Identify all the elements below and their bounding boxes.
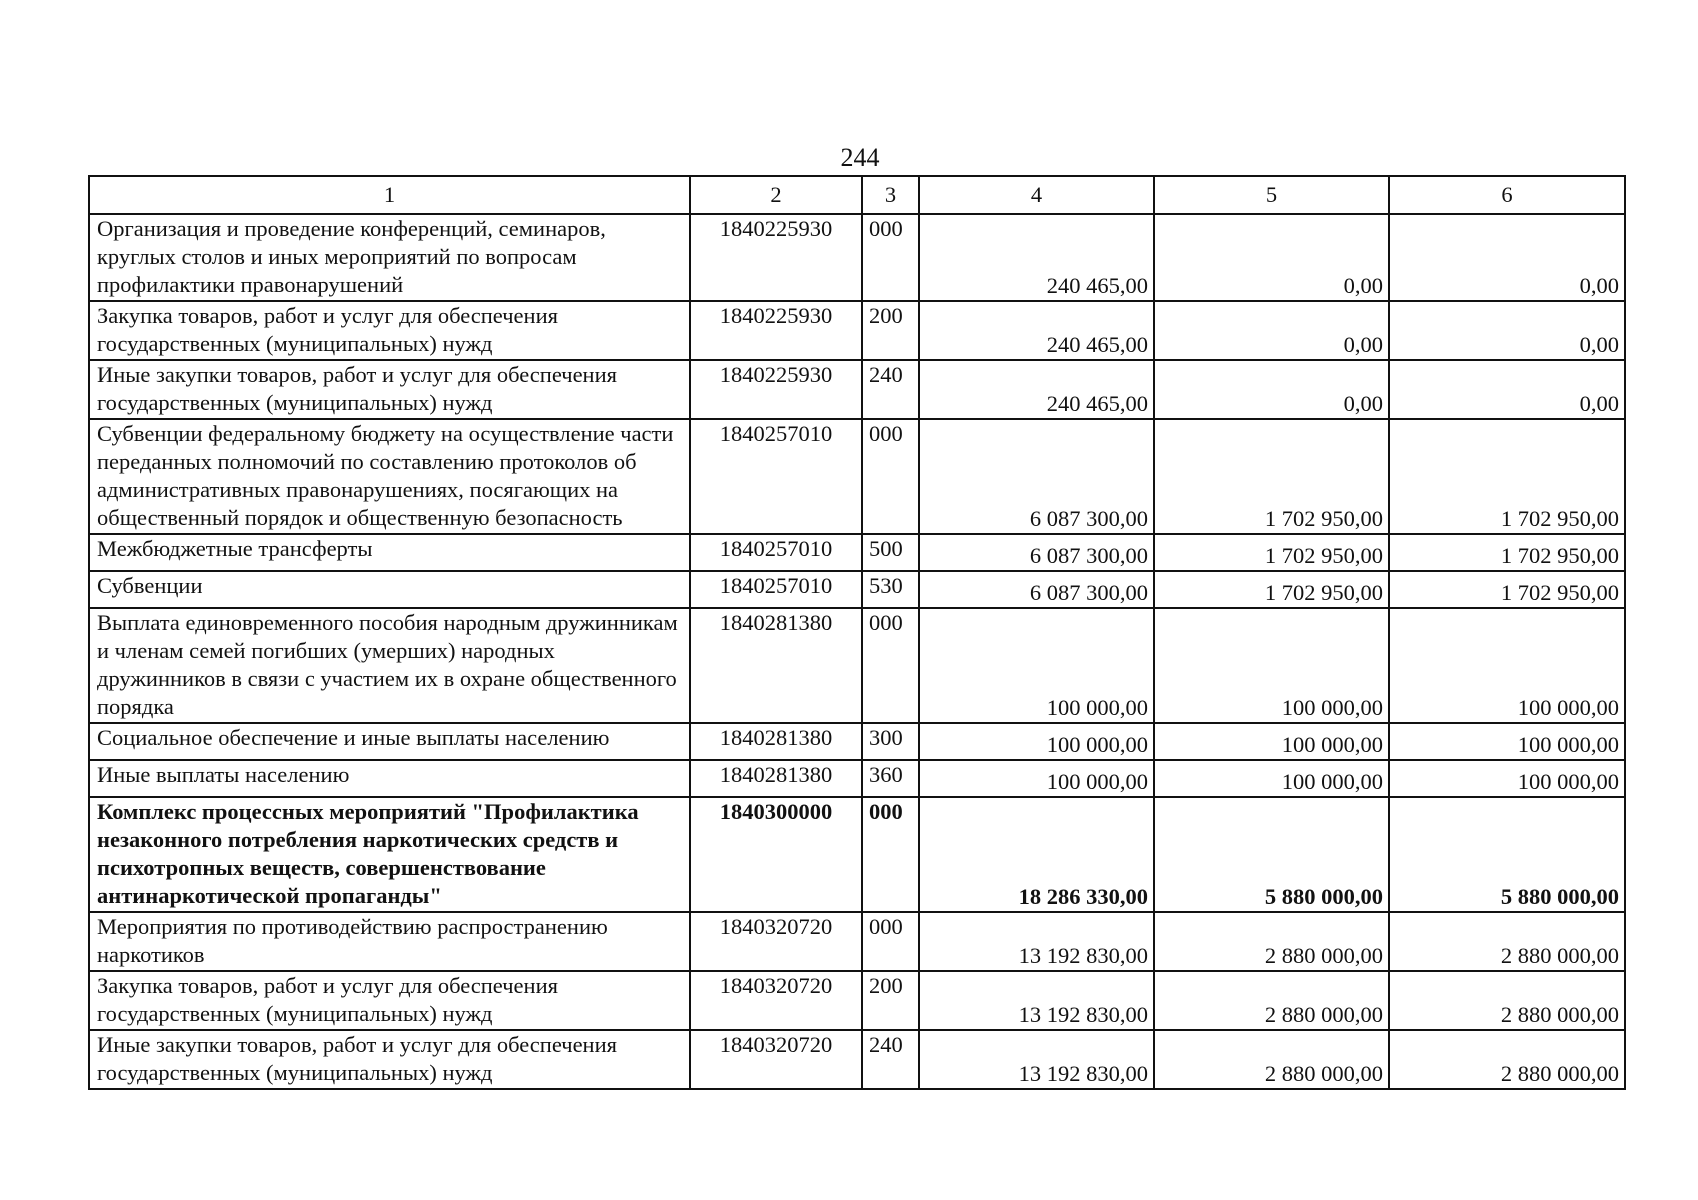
expense-type-code: 240 xyxy=(862,1030,919,1089)
amount-col-5: 100 000,00 xyxy=(1154,760,1389,797)
row-name: Иные закупки товаров, работ и услуг для обеспечения государственных (муниципальных) нужд xyxy=(89,360,690,419)
target-code: 1840225930 xyxy=(690,301,862,360)
amount-col-6: 1 702 950,00 xyxy=(1389,571,1625,608)
amount-col-6: 100 000,00 xyxy=(1389,723,1625,760)
amount-col-4: 13 192 830,00 xyxy=(919,971,1154,1030)
table-row xyxy=(89,571,1625,608)
expense-type-code: 300 xyxy=(862,723,919,760)
row-name: Мероприятия по противодействию распространению наркотиков xyxy=(89,912,690,971)
amount-col-6: 0,00 xyxy=(1389,301,1625,360)
amount-col-4: 13 192 830,00 xyxy=(919,912,1154,971)
row-name: Организация и проведение конференций, семинаров, круглых столов и иных мероприятий по вопросам профилактики правонарушений xyxy=(89,214,690,301)
expense-type-code: 000 xyxy=(862,214,919,301)
row-name: Иные выплаты населению xyxy=(89,760,690,797)
expense-type-code: 000 xyxy=(862,608,919,723)
column-number: 1 xyxy=(89,176,690,214)
table-row-section xyxy=(89,797,1625,912)
target-code: 1840257010 xyxy=(690,534,862,571)
row-name: Закупка товаров, работ и услуг для обеспечения государственных (муниципальных) нужд xyxy=(89,301,690,360)
target-code: 1840225930 xyxy=(690,214,862,301)
table-row xyxy=(89,214,1625,301)
amount-col-4: 240 465,00 xyxy=(919,301,1154,360)
row-name: Субвенции федеральному бюджету на осуществление части переданных полномочий по составлению протоколов об административных правонарушениях, посягающих на общественный порядок и общественную безопасность xyxy=(89,419,690,534)
amount-col-5: 5 880 000,00 xyxy=(1154,797,1389,912)
amount-col-4: 100 000,00 xyxy=(919,723,1154,760)
expense-type-code: 000 xyxy=(862,912,919,971)
expense-type-code: 360 xyxy=(862,760,919,797)
table-row xyxy=(89,608,1625,723)
expense-type-code: 000 xyxy=(862,419,919,534)
column-number: 3 xyxy=(862,176,919,214)
expense-type-code: 500 xyxy=(862,534,919,571)
amount-col-4: 100 000,00 xyxy=(919,608,1154,723)
amount-col-4: 18 286 330,00 xyxy=(919,797,1154,912)
amount-col-6: 5 880 000,00 xyxy=(1389,797,1625,912)
amount-col-6: 100 000,00 xyxy=(1389,760,1625,797)
amount-col-4: 6 087 300,00 xyxy=(919,419,1154,534)
table-row xyxy=(89,1030,1625,1089)
expense-type-code: 000 xyxy=(862,797,919,912)
row-name: Выплата единовременного пособия народным дружинникам и членам семей погибших (умерших) народных дружинников в связи с участием их в охране общественного порядка xyxy=(89,608,690,723)
target-code: 1840225930 xyxy=(690,360,862,419)
table-row xyxy=(89,301,1625,360)
table-row xyxy=(89,760,1625,797)
amount-col-5: 1 702 950,00 xyxy=(1154,534,1389,571)
amount-col-5: 0,00 xyxy=(1154,301,1389,360)
budget-table xyxy=(88,175,1626,1090)
amount-col-5: 100 000,00 xyxy=(1154,608,1389,723)
target-code: 1840281380 xyxy=(690,760,862,797)
table-row xyxy=(89,912,1625,971)
table-row xyxy=(89,971,1625,1030)
column-number: 5 xyxy=(1154,176,1389,214)
row-name: Субвенции xyxy=(89,571,690,608)
amount-col-4: 100 000,00 xyxy=(919,760,1154,797)
column-number: 2 xyxy=(690,176,862,214)
amount-col-6: 0,00 xyxy=(1389,214,1625,301)
amount-col-4: 240 465,00 xyxy=(919,214,1154,301)
table-row xyxy=(89,723,1625,760)
target-code: 1840320720 xyxy=(690,1030,862,1089)
expense-type-code: 200 xyxy=(862,301,919,360)
amount-col-6: 2 880 000,00 xyxy=(1389,1030,1625,1089)
expense-type-code: 240 xyxy=(862,360,919,419)
amount-col-4: 6 087 300,00 xyxy=(919,571,1154,608)
row-name: Межбюджетные трансферты xyxy=(89,534,690,571)
row-name: Комплекс процессных мероприятий "Профилактика незаконного потребления наркотических средств и психотропных веществ, совершенствование антинаркотической пропаганды" xyxy=(89,797,690,912)
target-code: 1840281380 xyxy=(690,608,862,723)
row-name: Социальное обеспечение и иные выплаты населению xyxy=(89,723,690,760)
table-row xyxy=(89,360,1625,419)
table-row xyxy=(89,419,1625,534)
amount-col-5: 1 702 950,00 xyxy=(1154,571,1389,608)
table-row xyxy=(89,534,1625,571)
column-number: 4 xyxy=(919,176,1154,214)
target-code: 1840257010 xyxy=(690,419,862,534)
page-number: 244 xyxy=(840,143,880,172)
target-code: 1840320720 xyxy=(690,912,862,971)
amount-col-5: 2 880 000,00 xyxy=(1154,971,1389,1030)
amount-col-4: 6 087 300,00 xyxy=(919,534,1154,571)
amount-col-6: 2 880 000,00 xyxy=(1389,912,1625,971)
column-number: 6 xyxy=(1389,176,1625,214)
amount-col-5: 1 702 950,00 xyxy=(1154,419,1389,534)
amount-col-5: 2 880 000,00 xyxy=(1154,912,1389,971)
row-name: Иные закупки товаров, работ и услуг для обеспечения государственных (муниципальных) нужд xyxy=(89,1030,690,1089)
amount-col-4: 240 465,00 xyxy=(919,360,1154,419)
amount-col-6: 100 000,00 xyxy=(1389,608,1625,723)
column-number-row xyxy=(89,176,1625,214)
amount-col-5: 2 880 000,00 xyxy=(1154,1030,1389,1089)
expense-type-code: 530 xyxy=(862,571,919,608)
amount-col-5: 100 000,00 xyxy=(1154,723,1389,760)
target-code: 1840300000 xyxy=(690,797,862,912)
amount-col-6: 0,00 xyxy=(1389,360,1625,419)
target-code: 1840281380 xyxy=(690,723,862,760)
amount-col-4: 13 192 830,00 xyxy=(919,1030,1154,1089)
amount-col-6: 2 880 000,00 xyxy=(1389,971,1625,1030)
expense-type-code: 200 xyxy=(862,971,919,1030)
amount-col-5: 0,00 xyxy=(1154,360,1389,419)
target-code: 1840320720 xyxy=(690,971,862,1030)
amount-col-6: 1 702 950,00 xyxy=(1389,419,1625,534)
row-name: Закупка товаров, работ и услуг для обеспечения государственных (муниципальных) нужд xyxy=(89,971,690,1030)
amount-col-6: 1 702 950,00 xyxy=(1389,534,1625,571)
target-code: 1840257010 xyxy=(690,571,862,608)
amount-col-5: 0,00 xyxy=(1154,214,1389,301)
